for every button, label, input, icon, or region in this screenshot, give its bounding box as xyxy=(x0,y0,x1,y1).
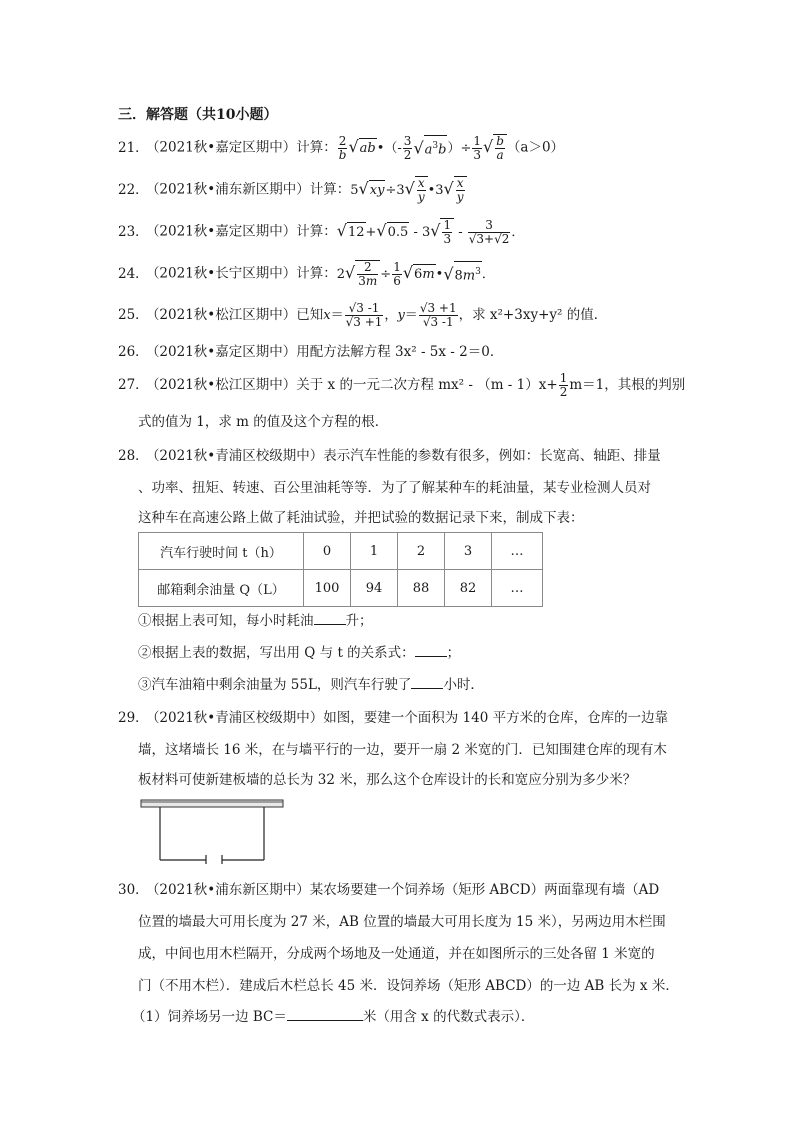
question-28 xyxy=(118,446,661,466)
question-30-line3: 成，中间也用木栏隔开，分成两个场地及一处通道，并在如图所示的三处各留 1 米宽的 xyxy=(138,946,655,962)
question-source: （2021秋•嘉定区期中）计算： xyxy=(152,223,337,240)
section-title: 三．解答题（共10小题） xyxy=(118,107,278,123)
question-text-mid: m＝1，其根的判别 xyxy=(569,377,686,393)
table-header-fuel: 邮箱剩余油量 Q（L） xyxy=(139,570,304,607)
table-cell: 2 xyxy=(398,533,445,570)
question-30-part1 xyxy=(132,1006,534,1027)
answer-blank[interactable] xyxy=(314,610,346,625)
question-29 xyxy=(118,708,668,728)
question-30-line2: 位置的墙最大可用长度为 27 米，AB 位置的墙最大可用长度为 15 米），另两边用木栏围 xyxy=(138,914,666,930)
part-text: 米（用含 x 的代数式表示）． xyxy=(362,1009,535,1025)
question-27-line2: 式的值为 1，求 m 的值及这个方程的根． xyxy=(138,414,389,430)
question-number: 24． xyxy=(118,265,149,282)
table-cell: 0 xyxy=(304,533,351,570)
question-number: 25． xyxy=(118,307,149,323)
question-28-part2 xyxy=(138,642,460,663)
table-cell: 3 xyxy=(445,533,492,570)
question-30-line4: 门（不用木栏）．建成后木栏总长 45 米．设饲养场（矩形 ABCD）的一边 AB 长为 x 米． xyxy=(138,978,679,994)
answer-blank[interactable] xyxy=(415,642,447,657)
question-source: （2021秋•长宁区期中）计算： xyxy=(152,265,337,282)
answer-blank[interactable] xyxy=(411,674,443,689)
table-cell: … xyxy=(492,533,543,570)
table-cell: 88 xyxy=(398,570,445,607)
table-row xyxy=(139,570,543,607)
question-number: 29． xyxy=(118,710,149,726)
part-text: 小时． xyxy=(443,677,484,693)
question-22 xyxy=(118,176,467,204)
question-23 xyxy=(118,218,524,246)
question-number: 26． xyxy=(118,344,149,360)
question-number: 30． xyxy=(118,882,149,898)
question-tail: ，求 x²+3xy+y² 的值． xyxy=(458,307,608,323)
fraction-half: $\frac{1}{2}$ xyxy=(559,371,568,399)
part-text: 升； xyxy=(345,613,373,629)
question-21 xyxy=(118,134,564,162)
question-source: （2021秋•松江区期中）已知 xyxy=(152,307,324,323)
question-condition: （a＞0） xyxy=(506,139,565,156)
question-28-line3: 这种车在高速公路上做了耗油试验，并把试验的数据记录下来，制成下表： xyxy=(138,510,584,526)
question-source: （2021秋•嘉定区期中）计算： xyxy=(152,139,337,156)
table-cell: 1 xyxy=(351,533,398,570)
table-header-time: 汽车行驶时间 t（h） xyxy=(139,533,304,570)
question-26 xyxy=(118,342,503,362)
formula-23: √12+√0.5 - 3√ $\frac{1}{3}$ - $\frac{3}{√3+√2}$ ． xyxy=(336,217,525,246)
formula-21: $\frac{2}{b}$ √ab•（- $\frac{3}{2}$ $√a^3b)\div$ $\frac{1}{3}$ √ $\frac{b}{a}$ xyxy=(337,141,507,156)
question-number: 28． xyxy=(118,448,149,464)
table-cell: … xyxy=(492,570,543,607)
part-text: ②根据上表的数据，写出用 Q 与 t 的关系式： xyxy=(138,645,415,661)
question-text: （2021秋•松江区期中）关于 x 的一元二次方程 mx² - （m - 1）x+ xyxy=(152,377,558,393)
question-28-part3 xyxy=(138,674,484,695)
formula-22: 5√xy÷3√ $\frac{x}{y}$ •3√ $\frac{x}{y}$ xyxy=(350,183,466,198)
formula-25: x＝ $\frac{√3 -1}{√3 +1}$ ，y＝ $\frac{√3 +1}{√3 -1}$ xyxy=(323,301,457,329)
part-text: （1）饲养场另一边 BC＝ xyxy=(132,1009,287,1025)
part-text: ； xyxy=(446,645,461,661)
question-28-part1 xyxy=(138,610,373,631)
table-row xyxy=(139,533,543,570)
question-text: （2021秋•青浦区校级期中）如图，要建一个面积为 140 平方米的仓库，仓库的一边靠 xyxy=(152,710,669,726)
question-29-line3: 板材料可使新建板墙的总长为 32 米，那么这个仓库设计的长和宽应分别为多少米？ xyxy=(138,772,637,788)
question-number: 21． xyxy=(118,139,149,156)
question-30 xyxy=(118,880,659,900)
table-cell: 100 xyxy=(304,570,351,607)
formula-24: 2√ $\frac{2}{3m}$ ÷ $\frac{1}{6}$ $√6m•√8m^3$． xyxy=(336,259,495,288)
question-number: 27． xyxy=(118,377,149,393)
table-cell: 94 xyxy=(351,570,398,607)
question-text: （2021秋•青浦区校级期中）表示汽车性能的参数有很多，例如：长宽高、轴距、排量 xyxy=(152,448,661,464)
fuel-data-table xyxy=(138,532,543,607)
question-source: （2021秋•浦东新区期中）计算： xyxy=(152,181,351,198)
table-cell: 82 xyxy=(445,570,492,607)
question-text: （2021秋•浦东新区期中）某农场要建一个饲养场（矩形 ABCD）两面靠现有墙（AD xyxy=(152,882,660,898)
warehouse-diagram xyxy=(138,796,288,866)
answer-blank[interactable] xyxy=(287,1006,363,1021)
question-text: （2021秋•嘉定区期中）用配方法解方程 3x² - 5x - 2＝0． xyxy=(152,344,504,360)
question-24 xyxy=(118,260,495,288)
question-27 xyxy=(118,372,685,399)
question-number: 23． xyxy=(118,223,149,240)
existing-wall xyxy=(141,800,283,807)
question-29-line2: 墙，这堵墙长 16 米，在与墙平行的一边，要开一扇 2 米宽的门．已知围建仓库的现有木 xyxy=(138,742,667,758)
question-28-line2: 、功率、扭矩、转速、百公里油耗等等．为了了解某种车的耗油量，某专业检测人员对 xyxy=(138,480,651,496)
question-25 xyxy=(118,302,607,329)
part-text: ①根据上表可知，每小时耗油 xyxy=(138,613,314,629)
part-text: ③汽车油箱中剩余油量为 55L，则汽车行驶了 xyxy=(138,677,412,693)
question-number: 22． xyxy=(118,181,149,198)
